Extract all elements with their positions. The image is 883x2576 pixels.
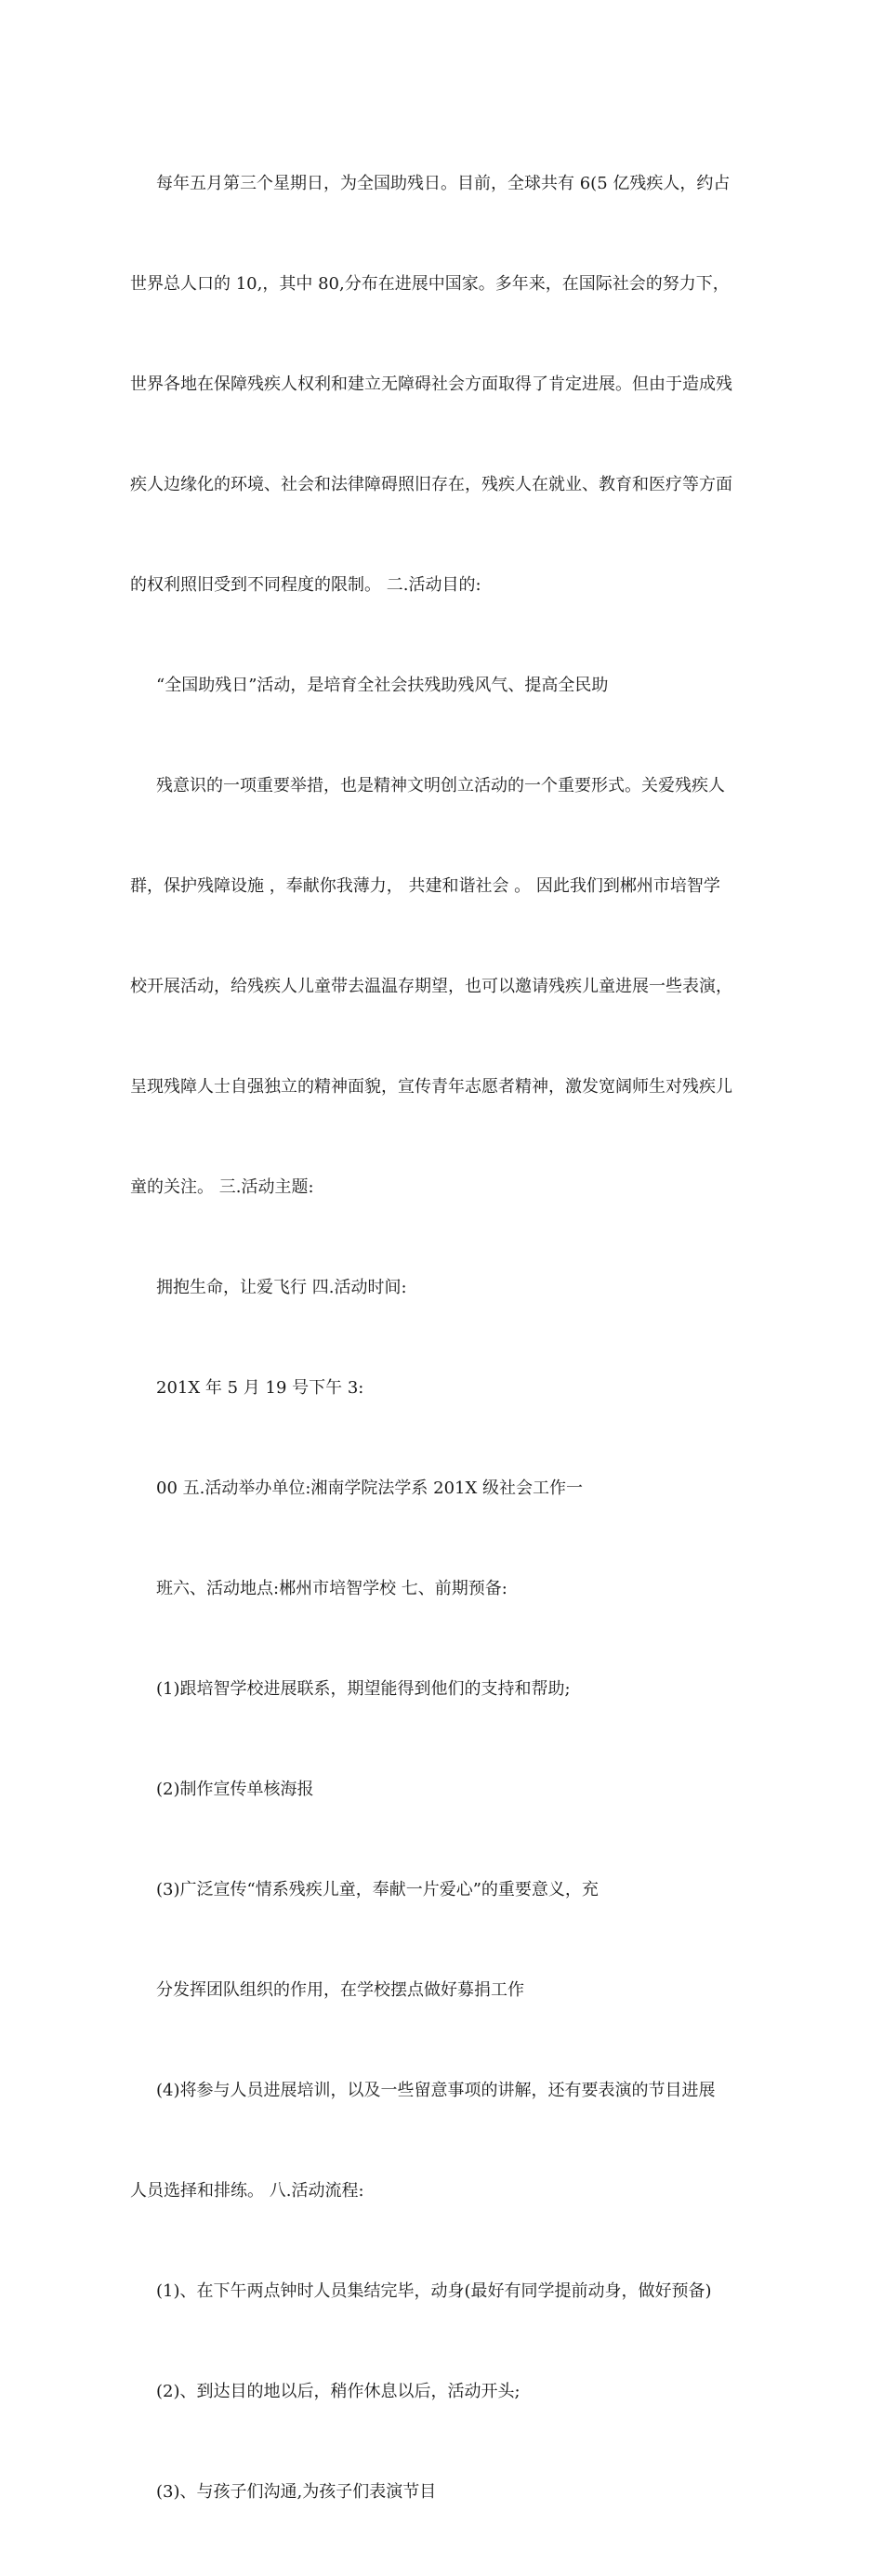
text-line: 00 五.活动举办单位:湘南学院法学系 201X 级社会工作一 [156,1479,584,1498]
text-line: (3)广泛宣传“情系残疾儿童，奉献一片爱心”的重要意义，充 [156,1880,599,1899]
text-line: 201X 年 5 月 19 号下午 3: [156,1378,364,1398]
text-line: 校开展活动，给残疾人儿童带去温温存期望，也可以邀请残疾儿童进展一些表演， [130,977,732,996]
text-line: (1)、在下午两点钟时人员集结完毕，动身(最好有同学提前动身，做好预备) [156,2281,712,2301]
text-line: 呈现残障人士自强独立的精神面貌，宣传青年志愿者精神，激发宽阔师生对残疾儿 [130,1077,732,1097]
text-line: 世界总人口的 10,，其中 80,分布在进展中国家。多年来，在国际社会的努力下， [130,274,730,294]
text-line: 残意识的一项重要举措，也是精神文明创立活动的一个重要形式。关爱残疾人 [156,776,725,795]
text-line: (1)跟培智学校进展联系，期望能得到他们的支持和帮助; [156,1679,571,1699]
text-line: 疾人边缘化的环境、社会和法律障碍照旧存在，残疾人在就业、教育和医疗等方面 [130,475,732,494]
text-line: “全国助残日”活动，是培育全社会扶残助残风气、提高全民助 [156,676,609,695]
text-line: 班六、活动地点:郴州市培智学校 七、前期预备: [156,1579,507,1598]
text-line: 每年五月第三个星期日，为全国助残日。目前，全球共有 6(5 亿残疾人，约占 [156,174,731,193]
paragraph-intro [130,100,755,2576]
text-line: (2)、到达目的地以后，稍作休息以后，活动开头; [156,2382,521,2401]
text-line: 人员选择和排练。 八.活动流程: [130,2181,364,2201]
text-line: 童的关注。 三.活动主题: [130,1177,314,1197]
text-line: (3)、与孩子们沟通,为孩子们表演节目 [156,2482,437,2502]
text-line: 的权利照旧受到不同程度的限制。 二.活动目的: [130,575,481,595]
text-line: (4)将参与人员进展培训，以及一些留意事项的讲解，还有要表演的节目进展 [156,2081,716,2100]
text-line: (2)制作宣传单核海报 [156,1780,314,1799]
text-line: 拥抱生命，让爱飞行 四.活动时间: [156,1278,407,1297]
text-line: 分发挥团队组织的作用，在学校摆点做好募捐工作 [156,1980,524,2000]
text-line: 世界各地在保障残疾人权利和建立无障碍社会方面取得了肯定进展。但由于造成残 [130,375,732,394]
text-line: 群，保护残障设施 ，奉献你我薄力， 共建和谐社会 。 因此我们到郴州市培智学 [130,876,720,896]
